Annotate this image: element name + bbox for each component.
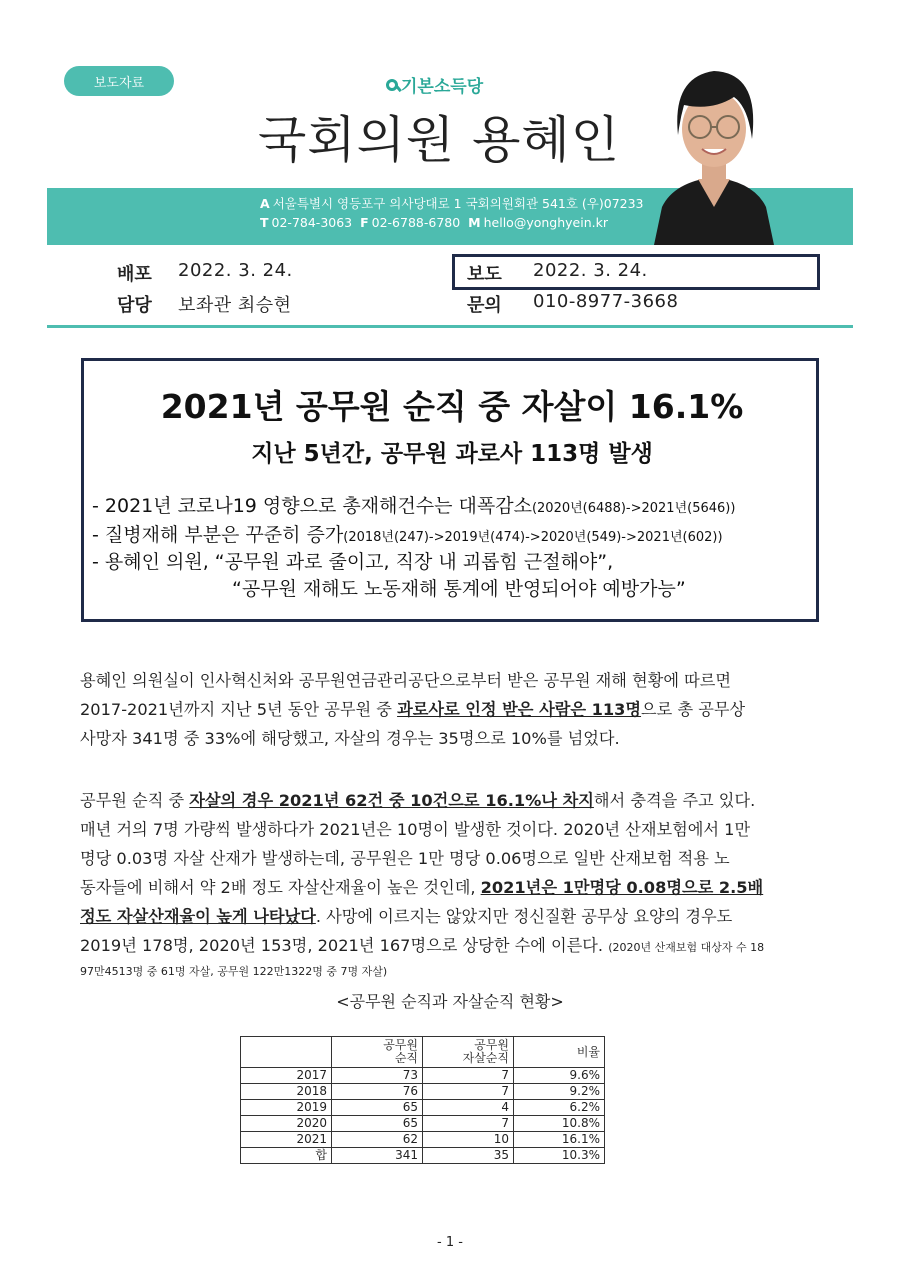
table-cell: 341 [332, 1148, 423, 1164]
table-cell: 10.8% [514, 1116, 605, 1132]
p2-highlight-3: 정도 자살산재율이 높게 나타났다 [80, 907, 316, 926]
table-cell: 62 [332, 1132, 423, 1148]
table-cell: 65 [332, 1100, 423, 1116]
bullet-1-note: (2020년(6488)->2021년(5646)) [531, 501, 736, 516]
p2-line-1 [80, 786, 820, 815]
p2-line-2: 매년 거의 7명 가량씩 발생하다가 2021년은 10명이 발생한 것이다. 2020년 산재보험에서 1만 [80, 820, 751, 839]
table-cell: 65 [332, 1116, 423, 1132]
paragraph-2 [80, 786, 820, 982]
bullet-2-note: (2018년(247)->2019년(474)->2020년(549)->2021년(602)) [343, 530, 723, 545]
address-label: A [260, 196, 270, 211]
paragraph-1 [80, 666, 820, 753]
p2-footnote-b: 97만4513명 중 61명 자살, 공무원 122만1322명 중 7명 자살) [80, 965, 388, 978]
fax: 02-6788-6780 [371, 215, 461, 230]
table-header-cell: 공무원 순직 [332, 1037, 423, 1068]
bullet-1 [92, 491, 735, 518]
contact-info [260, 194, 644, 232]
p2-footnote-a: (2020년 산재보험 대상자 수 18 [608, 941, 765, 954]
headline-subtitle: 지난 5년간, 공무원 과로사 113명 발생 [251, 441, 653, 467]
header-divider [47, 325, 853, 328]
table-cell: 4 [423, 1100, 514, 1116]
bullet-2 [92, 520, 723, 547]
table-row [241, 1084, 605, 1100]
p2-line-5 [80, 902, 820, 931]
headline-title: 2021년 공무원 순직 중 자살이 16.1% [160, 387, 744, 426]
p2-line-4-a: 동자들에 비해서 약 2배 정도 자살산재율이 높은 것인데, [80, 878, 481, 897]
table-cell: 6.2% [514, 1100, 605, 1116]
table-row [241, 1100, 605, 1116]
page-number: - 1 - [437, 1235, 463, 1250]
tel-label: T [260, 215, 269, 230]
release-date: 2022. 3. 24. [533, 260, 648, 281]
table-caption: <공무원 순직과 자살순직 현황> [336, 992, 564, 1011]
p1-line-2-b: 으로 총 공무상 [641, 700, 746, 719]
bullet-1-main: - 2021년 코로나19 영향으로 총재해건수는 대폭감소 [92, 495, 532, 517]
table-cell: 2020 [241, 1116, 332, 1132]
release-label: 보도 [467, 264, 502, 285]
p2-line-3: 명당 0.03명 자살 산재가 발생하는데, 공무원은 1만 명당 0.06명으로 일반 산재보험 적용 노 [80, 849, 730, 868]
member-title: 국회의원 용혜인 [258, 111, 620, 169]
table-header-cell [241, 1037, 332, 1068]
inquiry-label: 문의 [467, 295, 502, 316]
fax-label: F [360, 215, 369, 230]
p1-highlight: 과로사로 인정 받은 사람은 113명 [397, 700, 642, 719]
p2-line-4 [80, 873, 820, 902]
table-header-row [241, 1037, 605, 1068]
p1-line-3: 사망자 341명 중 33%에 해당했고, 자살의 경우는 35명으로 10%를 넘었다. [80, 729, 620, 748]
suicide-duty-death-table [240, 1036, 605, 1164]
mail: hello@yonghyein.kr [483, 215, 608, 230]
table-cell: 7 [423, 1068, 514, 1084]
p2-line-1-b: 해서 충격을 주고 있다. [593, 791, 756, 810]
table-row [241, 1148, 605, 1164]
p2-line-6 [80, 931, 820, 962]
p1-line-2 [80, 695, 820, 724]
p2-highlight-2: 2021년은 1만명당 0.08명으로 2.5배 [480, 878, 764, 897]
table-cell: 합 [241, 1148, 332, 1164]
table-row [241, 1068, 605, 1084]
mail-label: M [468, 215, 481, 230]
headline-box [81, 358, 819, 622]
table-header-cell: 공무원 자살순직 [423, 1037, 514, 1068]
address: 서울특별시 영등포구 의사당대로 1 국회의원회관 541호 (우)07233 [272, 196, 644, 211]
p2-line-6-a: 2019년 178명, 2020년 153명, 2021년 167명으로 상당한 수에 이른다. [80, 936, 609, 955]
table-cell: 16.1% [514, 1132, 605, 1148]
tel: 02-784-3063 [271, 215, 353, 230]
inquiry-phone: 010-8977-3668 [533, 291, 679, 312]
party-logo [386, 72, 483, 97]
table-cell: 2018 [241, 1084, 332, 1100]
table-cell: 9.2% [514, 1084, 605, 1100]
p1-line-2-a: 2017-2021년까지 지난 5년 동안 공무원 중 [80, 700, 398, 719]
party-logo-icon [386, 79, 398, 91]
table-cell: 10.3% [514, 1148, 605, 1164]
table-cell: 2017 [241, 1068, 332, 1084]
table-cell: 35 [423, 1148, 514, 1164]
table-cell: 2021 [241, 1132, 332, 1148]
table-row [241, 1132, 605, 1148]
p2-line-1-a: 공무원 순직 중 [80, 791, 190, 810]
contact-person: 보좌관 최승현 [178, 295, 292, 316]
table-row [241, 1116, 605, 1132]
table-cell: 76 [332, 1084, 423, 1100]
table-header-cell: 비율 [514, 1037, 605, 1068]
bullet-3-line-2: “공무원 재해도 노동재해 통계에 반영되어야 예방가능” [232, 578, 686, 600]
table-cell: 73 [332, 1068, 423, 1084]
distribution-label: 배포 [117, 264, 152, 285]
p2-line-5-b: . 사망에 이르지는 않았지만 정신질환 공무상 요양의 경우도 [315, 907, 733, 926]
party-name: 기본소득당 [401, 77, 484, 97]
table-cell: 2019 [241, 1100, 332, 1116]
member-portrait [614, 57, 814, 245]
table-cell: 7 [423, 1116, 514, 1132]
distribution-date: 2022. 3. 24. [178, 260, 293, 281]
bullet-3-line-1: - 용혜인 의원, “공무원 과로 줄이고, 직장 내 괴롭힘 근절해야”, [92, 551, 614, 573]
p2-highlight-1: 자살의 경우 2021년 62건 중 10건으로 16.1%나 차지 [189, 791, 594, 810]
press-release-tag: 보도자료 [64, 66, 174, 96]
contact-label: 담당 [117, 295, 152, 316]
table-cell: 10 [423, 1132, 514, 1148]
table-cell: 9.6% [514, 1068, 605, 1084]
table-cell: 7 [423, 1084, 514, 1100]
bullet-2-main: - 질병재해 부분은 꾸준히 증가 [92, 524, 344, 546]
p1-line-1: 용혜인 의원실이 인사혁신처와 공무원연금관리공단으로부터 받은 공무원 재해 현황에 따르면 [80, 671, 732, 690]
